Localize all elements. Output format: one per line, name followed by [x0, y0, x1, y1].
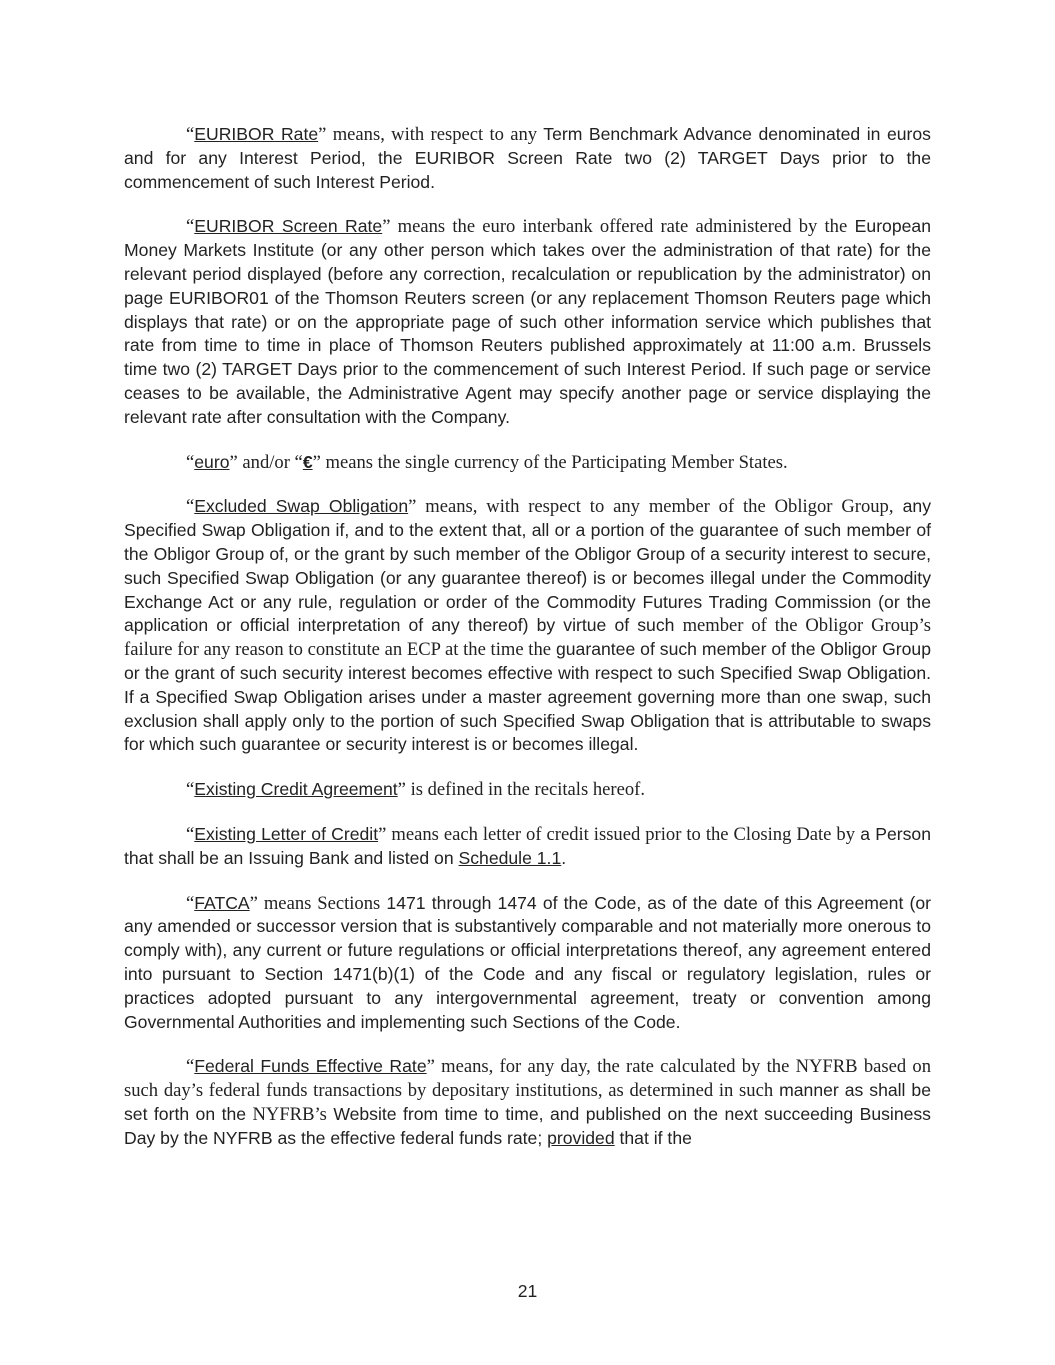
defined-term: Existing Credit Agreement [194, 779, 398, 800]
definition-euro: “euro” and/or “€” means the single currency of the Participating Member States. [186, 451, 788, 473]
defined-term-euro-symbol: € [302, 451, 313, 472]
definition-euribor-screen-rate: “EURIBOR Screen Rate” means the euro interbank offered rate administered by the European Money Markets Institute (or any other person which takes over the administration of that rate) for the relevant period displayed (before any correction, recalculation or republication by the administrator) on page EURIBOR01 of the Thomson Reuters screen (or any replacement Thomson Reuters page which displays that rate) or on the appropriate page of such other information service which publishes that rate from time to time in place of Thomson Reuters published approximately at 11:00 a.m. Brussels time two (2) TARGET Days prior to the commencement of such Interest Period. If such page or service ceases to be available, the Administrative Agent may specify another page or service displaying the relevant rate after consultation with the Company. [124, 216, 931, 427]
defined-term: Existing Letter of Credit [194, 823, 379, 844]
document-body [124, 123, 931, 1171]
defined-term: EURIBOR Screen Rate [194, 216, 383, 237]
definition-fatca: “FATCA” means Sections 1471 through 1474 of the Code, as of the date of this Agreement (or any amended or successor version that is substantively comparable and not materially more onerous to comply with), any current or future regulations or official interpretations thereof, any agreement entered into pursuant to Section 1471(b)(1) of the Code and any fiscal or regulatory legislation, rules or practices adopted pursuant to any intergovernmental agreement, treaty or convention among Governmental Authorities and implementing such Sections of the Code. [124, 892, 932, 1032]
definition-euribor-rate: “EURIBOR Rate” means, with respect to any Term Benchmark Advance denominated in euros and for any Interest Period, the EURIBOR Screen Rate two (2) TARGET Days prior to the commencement of such Interest Period. [124, 124, 931, 192]
definition-excluded-swap-obligation: “Excluded Swap Obligation” means, with respect to any member of the Obligor Group, any Specified Swap Obligation if, and to the extent that, all or a portion of the guarantee of such member of the Obligor Group of, or the grant by such member of the Obligor Group of a security interest to secure, such Specified Swap Obligation (or any guarantee thereof) is or becomes illegal under the Commodity Exchange Act or any rule, regulation or order of the Commodity Futures Trading Commission (or the application or official interpretation of any thereof) by virtue of such member of the Obligor Group’s failure for any reason to constitute an ECP at the time the guarantee of such member of the Obligor Group or the grant of such security interest becomes effective with respect to such Specified Swap Obligation. If a Specified Swap Obligation arises under a master agreement governing more than one swap, such exclusion shall apply only to the portion of such Specified Swap Obligation that is attributable to swaps for which such guarantee or security interest is or becomes illegal. [124, 496, 932, 755]
defined-term: euro [194, 451, 230, 472]
schedule-reference: Schedule 1.1 [458, 847, 562, 868]
definition-existing-credit-agreement: “Existing Credit Agreement” is defined in the recitals hereof. [186, 779, 645, 801]
defined-term: FATCA [194, 892, 250, 913]
defined-term: EURIBOR Rate [194, 124, 319, 144]
defined-term: Excluded Swap Obligation [194, 496, 409, 517]
page-number: 21 [517, 1281, 538, 1301]
defined-term: Federal Funds Effective Rate [194, 1056, 427, 1077]
definition-federal-funds-effective-rate: “Federal Funds Effective Rate” means, for any day, the rate calculated by the NYFRB based on such day’s federal funds transactions by depositary institutions, as determined in such manner as shall be set forth on the NYFRB’s Website from time to time, and published on the next succeeding Business Day by the NYFRB as the effective federal funds rate; provided that if the [124, 1056, 931, 1148]
definition-existing-letter-of-credit: “Existing Letter of Credit” means each letter of credit issued prior to the Closing Date by a Person that shall be an Issuing Bank and listed on Schedule 1.1. [124, 823, 931, 868]
provided-emphasis: provided [547, 1127, 615, 1148]
